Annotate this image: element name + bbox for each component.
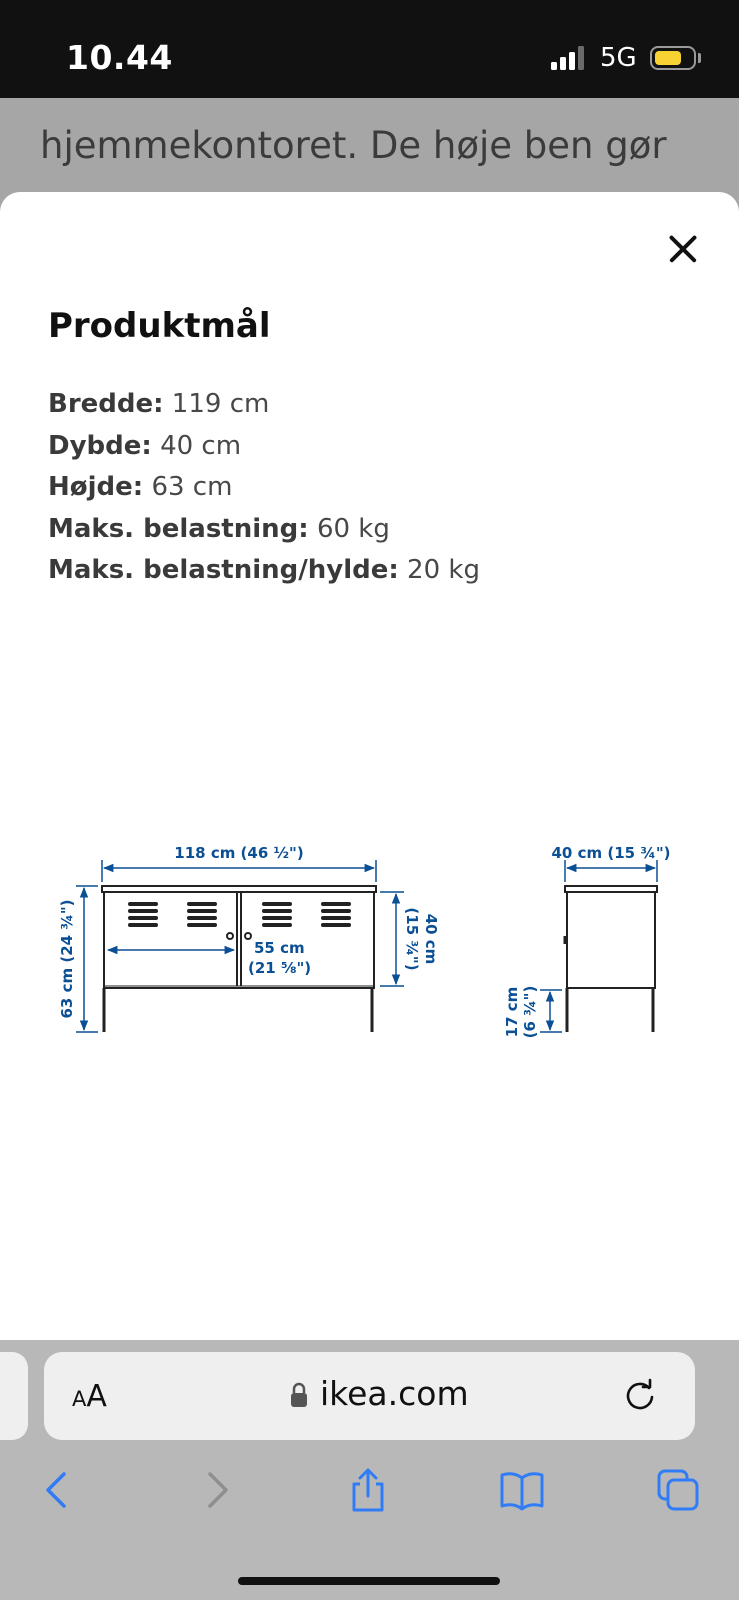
- shelf-width-in-label: (21 ⅝"): [248, 959, 312, 977]
- dimension-value: 40 cm: [160, 430, 242, 461]
- home-indicator: [238, 1577, 500, 1585]
- dimension-label: Maks. belastning:: [48, 513, 309, 544]
- tabs-icon[interactable]: [656, 1468, 700, 1512]
- dimension-value: 119 cm: [171, 389, 270, 419]
- close-button[interactable]: [664, 230, 702, 268]
- dimension-row-max-load-shelf: [48, 550, 480, 592]
- address-bar[interactable]: [44, 1352, 695, 1440]
- battery-cap: [698, 53, 701, 63]
- dimension-label: Højde:: [48, 472, 144, 502]
- previous-tab-peek[interactable]: [0, 1352, 28, 1440]
- forward-icon[interactable]: [194, 1468, 238, 1512]
- leg-height-in-label: (6 ¾"): [521, 985, 539, 1039]
- dimension-row-max-load: [48, 509, 480, 551]
- dimension-value: 63 cm: [151, 472, 233, 502]
- dimension-label: Maks. belastning/hylde:: [48, 555, 399, 585]
- aa-big: A: [86, 1379, 107, 1414]
- bookmarks-icon[interactable]: [500, 1468, 544, 1512]
- dimension-label: Bredde:: [48, 389, 164, 419]
- door-height-cm-label: 40 cm: [422, 913, 440, 965]
- status-time: 10.44: [66, 38, 173, 77]
- front-view: [102, 886, 376, 1032]
- page-settings-button[interactable]: [72, 1379, 107, 1414]
- share-icon[interactable]: [346, 1468, 390, 1512]
- reload-icon[interactable]: [622, 1378, 658, 1414]
- lock-icon: [290, 1382, 308, 1408]
- dimensions-list: [48, 384, 480, 592]
- dimension-row-width: [48, 384, 480, 426]
- status-bar: [0, 0, 739, 98]
- dimension-row-depth: [48, 426, 480, 468]
- dimension-value: 20 kg: [407, 555, 480, 585]
- dimension-value: 60 kg: [316, 513, 390, 544]
- background-page-text: hjemmekontoret. De høje ben gør: [40, 124, 667, 167]
- leg-height-cm-label: 17 cm: [503, 986, 521, 1038]
- url-text: ikea.com: [320, 1374, 469, 1413]
- side-view: [565, 886, 657, 1032]
- back-icon[interactable]: [36, 1468, 80, 1512]
- aa-small: A: [72, 1387, 87, 1411]
- front-height-label: 63 cm (24 ¾"): [58, 899, 76, 1019]
- dimension-row-height: [48, 467, 480, 509]
- dimension-label: Dybde:: [48, 430, 152, 461]
- side-depth-label: 40 cm (15 ¾"): [551, 844, 671, 862]
- network-label: 5G: [600, 43, 637, 73]
- front-width-label: 118 cm (46 ½"): [174, 844, 304, 862]
- shelf-width-cm-label: 55 cm: [254, 939, 305, 957]
- product-dimension-drawing: [0, 840, 739, 1070]
- sheet-title: Produktmål: [48, 306, 271, 346]
- signal-icon: [551, 46, 589, 70]
- battery-icon: [650, 46, 696, 70]
- product-dimensions-sheet: [0, 192, 739, 1340]
- door-height-in-label: (15 ¾"): [403, 907, 421, 971]
- door-vents: [128, 902, 351, 927]
